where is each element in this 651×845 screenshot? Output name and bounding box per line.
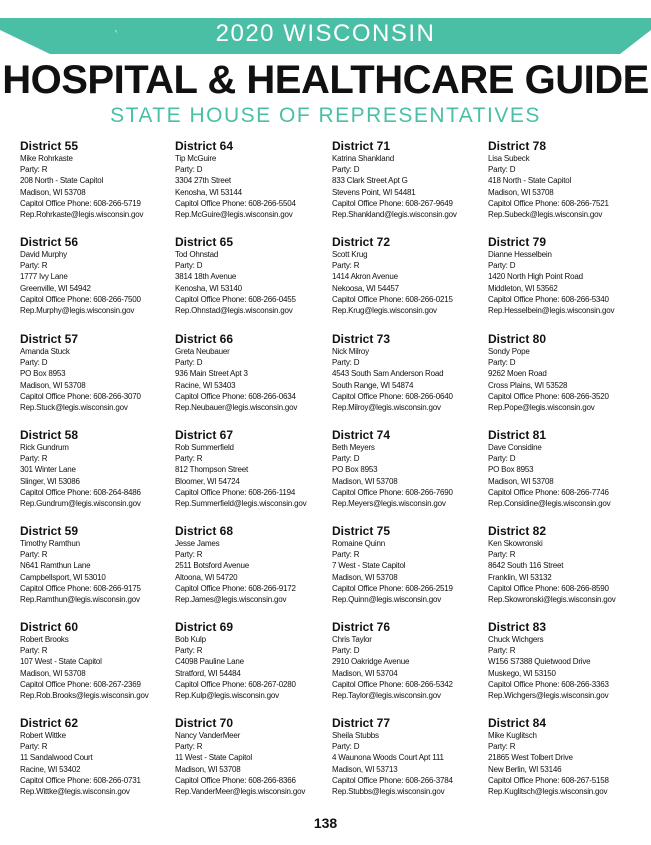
office-phone: Capitol Office Phone: 608-264-8486 — [20, 487, 141, 497]
office-phone: Capitol Office Phone: 608-266-3520 — [488, 391, 609, 401]
rep-name: Ken Skowronski — [488, 539, 543, 548]
district-heading: District 80 — [488, 332, 547, 346]
district-heading: District 68 — [175, 524, 234, 538]
banner-text: 2020 WISCONSIN — [215, 20, 436, 47]
email[interactable]: Rep.Shankland@legis.wisconsin.gov — [332, 210, 457, 220]
district-entry — [332, 139, 482, 220]
email[interactable]: Rep.Wittke@legis.wisconsin.gov — [20, 787, 130, 797]
office-phone: Capitol Office Phone: 608-267-2369 — [20, 679, 141, 689]
office-phone: Capitol Office Phone: 608-266-2519 — [332, 583, 453, 593]
rep-name: Jesse James — [175, 539, 220, 548]
party: Party: R — [20, 742, 48, 752]
city-state-zip: Madison, WI 53708 — [20, 380, 86, 390]
district-entry — [488, 620, 638, 701]
email[interactable]: Rep.James@legis.wisconsin.gov — [175, 595, 287, 605]
district-entry — [332, 235, 482, 316]
street-address: 11 Sandalwood Court — [20, 753, 93, 763]
city-state-zip: Madison, WI 53704 — [332, 668, 398, 678]
city-state-zip: Madison, WI 53708 — [488, 476, 554, 486]
street-address: 8642 South 116 Street — [488, 561, 564, 571]
city-state-zip: Altoona, WI 54720 — [175, 572, 238, 582]
street-address: N641 Ramthun Lane — [20, 561, 91, 571]
party: Party: R — [20, 261, 48, 271]
district-entry — [20, 332, 170, 413]
email[interactable]: Rep.Rohrkaste@legis.wisconsin.gov — [20, 210, 144, 220]
district-heading: District 59 — [20, 524, 79, 538]
page-title: HOSPITAL & HEALTHCARE GUIDE — [2, 58, 649, 102]
city-state-zip: Nekoosa, WI 54457 — [332, 283, 399, 293]
party: Party: D — [20, 358, 48, 368]
city-state-zip: Campbellsport, WI 53010 — [20, 572, 106, 582]
district-heading: District 81 — [488, 428, 547, 442]
street-address: 1777 Ivy Lane — [20, 272, 68, 282]
street-address: PO Box 8953 — [332, 465, 378, 475]
city-state-zip: Stevens Point, WI 54481 — [332, 187, 416, 197]
rep-name: Rick Gundrum — [20, 443, 69, 452]
rep-name: Romaine Quinn — [332, 539, 385, 548]
rep-name: Nick Milroy — [332, 347, 369, 356]
street-address: 2511 Botsford Avenue — [175, 561, 249, 571]
party: Party: D — [488, 165, 516, 175]
office-phone: Capitol Office Phone: 608-266-3070 — [20, 391, 141, 401]
city-state-zip: Stratford, WI 54484 — [175, 668, 241, 678]
party: Party: D — [175, 358, 203, 368]
city-state-zip: Madison, WI 53708 — [20, 187, 86, 197]
header-banner — [0, 0, 651, 54]
rep-name: Timothy Ramthun — [20, 539, 80, 548]
district-heading: District 75 — [332, 524, 391, 538]
rep-name: Katrina Shankland — [332, 154, 394, 163]
district-heading: District 77 — [332, 716, 391, 730]
district-entry — [488, 332, 638, 413]
party: Party: D — [488, 454, 516, 464]
office-phone: Capitol Office Phone: 608-266-3363 — [488, 679, 609, 689]
street-address: 1420 North High Point Road — [488, 272, 583, 282]
rep-name: Mike Rohrkaste — [20, 154, 73, 163]
street-address: 11 West - State Capitol — [175, 753, 252, 763]
email[interactable]: Rep.Kulp@legis.wisconsin.gov — [175, 691, 279, 701]
email[interactable]: Rep.Ramthun@legis.wisconsin.gov — [20, 595, 140, 605]
street-address: 301 Winter Lane — [20, 465, 76, 475]
email[interactable]: Rep.Wichgers@legis.wisconsin.gov — [488, 691, 609, 701]
email[interactable]: Rep.Gundrum@legis.wisconsin.gov — [20, 499, 141, 509]
page-number: 138 — [313, 815, 338, 831]
email[interactable]: Rep.Taylor@legis.wisconsin.gov — [332, 691, 441, 701]
district-entry — [175, 235, 325, 316]
district-heading: District 76 — [332, 620, 391, 634]
page-subtitle: STATE HOUSE OF REPRESENTATIVES — [110, 104, 541, 127]
street-address: 4 Waunona Woods Court Apt 111 — [332, 753, 444, 763]
email[interactable]: Rep.Subeck@legis.wisconsin.gov — [488, 210, 603, 220]
office-phone: Capitol Office Phone: 608-266-7500 — [20, 294, 141, 304]
rep-name: Nancy VanderMeer — [175, 731, 241, 740]
district-heading: District 67 — [175, 428, 234, 442]
party: Party: R — [20, 165, 48, 175]
street-address: 1414 Akron Avenue — [332, 272, 398, 282]
email[interactable]: Rep.Considine@legis.wisconsin.gov — [488, 499, 611, 509]
party: Party: R — [20, 646, 48, 656]
street-address: W156 S7388 Quietwood Drive — [488, 657, 591, 667]
office-phone: Capitol Office Phone: 608-267-9649 — [332, 198, 453, 208]
office-phone: Capitol Office Phone: 608-266-0731 — [20, 775, 141, 785]
rep-name: Chuck Wichgers — [488, 635, 544, 644]
email[interactable]: Rep.Hesselbein@legis.wisconsin.gov — [488, 306, 615, 316]
district-entry — [20, 428, 170, 509]
email[interactable]: Rep.Krug@legis.wisconsin.gov — [332, 306, 437, 316]
district-heading: District 60 — [20, 620, 79, 634]
rep-name: Dianne Hesselbein — [488, 250, 552, 259]
office-phone: Capitol Office Phone: 608-266-8366 — [175, 775, 296, 785]
email[interactable]: Rep.Summerfield@legis.wisconsin.gov — [175, 499, 307, 509]
email[interactable]: Rep.Stuck@legis.wisconsin.gov — [20, 403, 128, 413]
city-state-zip: Racine, WI 53403 — [175, 380, 236, 390]
rep-name: Sheila Stubbs — [332, 731, 379, 740]
city-state-zip: Kenosha, WI 53144 — [175, 187, 242, 197]
party: Party: D — [488, 358, 516, 368]
district-entry — [332, 524, 482, 605]
district-entry — [175, 428, 325, 509]
district-heading: District 56 — [20, 235, 79, 249]
district-entry — [20, 139, 170, 220]
rep-name: Robert Wittke — [20, 731, 66, 740]
city-state-zip: Bloomer, WI 54724 — [175, 476, 240, 486]
district-heading: District 82 — [488, 524, 547, 538]
district-heading: District 62 — [20, 716, 79, 730]
city-state-zip: Madison, WI 53708 — [175, 764, 241, 774]
email[interactable]: Rep.Stubbs@legis.wisconsin.gov — [332, 787, 445, 797]
district-heading: District 55 — [20, 139, 79, 153]
district-entry — [332, 428, 482, 509]
city-state-zip: Muskego, WI 53150 — [488, 668, 556, 678]
representatives-grid — [20, 139, 640, 809]
city-state-zip: Slinger, WI 53086 — [20, 476, 80, 486]
email[interactable]: Rep.Milroy@legis.wisconsin.gov — [332, 403, 441, 413]
street-address: 3304 27th Street — [175, 176, 231, 186]
city-state-zip: Madison, WI 53708 — [488, 187, 554, 197]
party: Party: R — [175, 550, 203, 560]
party: Party: R — [332, 550, 360, 560]
party: Party: R — [488, 550, 516, 560]
email[interactable]: Rep.Neubauer@legis.wisconsin.gov — [175, 403, 298, 413]
rep-name: Dave Considine — [488, 443, 542, 452]
district-heading: District 58 — [20, 428, 79, 442]
email[interactable]: Rep.Quinn@legis.wisconsin.gov — [332, 595, 442, 605]
party: Party: R — [175, 454, 203, 464]
office-phone: Capitol Office Phone: 608-267-5158 — [488, 775, 609, 785]
street-address: PO Box 8953 — [20, 369, 66, 379]
district-heading: District 79 — [488, 235, 547, 249]
district-entry — [488, 428, 638, 509]
party: Party: D — [175, 261, 203, 271]
party: Party: R — [175, 646, 203, 656]
office-phone: Capitol Office Phone: 608-266-5504 — [175, 198, 296, 208]
office-phone: Capitol Office Phone: 608-266-0215 — [332, 294, 453, 304]
office-phone: Capitol Office Phone: 608-266-7746 — [488, 487, 609, 497]
email[interactable]: Rep.VanderMeer@legis.wisconsin.gov — [175, 787, 306, 797]
district-entry — [175, 716, 325, 797]
office-phone: Capitol Office Phone: 608-266-0634 — [175, 391, 296, 401]
street-address: 208 North - State Capitol — [20, 176, 104, 186]
office-phone: Capitol Office Phone: 608-266-5342 — [332, 679, 453, 689]
office-phone: Capitol Office Phone: 608-266-9175 — [20, 583, 141, 593]
party: Party: D — [175, 165, 203, 175]
city-state-zip: Greenville, WI 54942 — [20, 283, 91, 293]
party: Party: D — [332, 454, 360, 464]
rep-name: Tod Ohnstad — [175, 250, 219, 259]
district-entry — [175, 524, 325, 605]
district-entry — [488, 716, 638, 797]
city-state-zip: New Berlin, WI 53146 — [488, 764, 562, 774]
city-state-zip: Madison, WI 53708 — [332, 572, 398, 582]
street-address: 3814 18th Avenue — [175, 272, 237, 282]
district-entry — [20, 716, 170, 797]
rep-name: Bob Kulp — [175, 635, 206, 644]
district-heading: District 65 — [175, 235, 234, 249]
email[interactable]: Rep.Meyers@legis.wisconsin.gov — [332, 499, 446, 509]
rep-name: Scott Krug — [332, 250, 368, 259]
rep-name: Chris Taylor — [332, 635, 372, 644]
street-address: C4098 Pauline Lane — [175, 657, 244, 667]
email[interactable]: Rep.Pope@legis.wisconsin.gov — [488, 403, 595, 413]
office-phone: Capitol Office Phone: 608-266-7521 — [488, 198, 609, 208]
party: Party: R — [332, 261, 360, 271]
district-entry — [488, 524, 638, 605]
district-heading: District 66 — [175, 332, 234, 346]
office-phone: Capitol Office Phone: 608-266-1194 — [175, 487, 296, 497]
rep-name: Lisa Subeck — [488, 154, 530, 163]
city-state-zip: Cross Plains, WI 53528 — [488, 380, 568, 390]
district-entry — [20, 235, 170, 316]
district-entry — [175, 139, 325, 220]
street-address: PO Box 8953 — [488, 465, 534, 475]
street-address: 107 West - State Capitol — [20, 657, 102, 667]
rep-name: Sondy Pope — [488, 347, 530, 356]
district-heading: District 74 — [332, 428, 391, 442]
office-phone: Capitol Office Phone: 608-267-0280 — [175, 679, 296, 689]
district-heading: District 71 — [332, 139, 391, 153]
street-address: 9262 Moen Road — [488, 369, 547, 379]
city-state-zip: Madison, WI 53713 — [332, 764, 398, 774]
city-state-zip: Franklin, WI 53132 — [488, 572, 552, 582]
email[interactable]: Rep.Kuglitsch@legis.wisconsin.gov — [488, 787, 608, 797]
party: Party: D — [488, 261, 516, 271]
office-phone: Capitol Office Phone: 608-266-5340 — [488, 294, 609, 304]
district-heading: District 78 — [488, 139, 547, 153]
rep-name: Amanda Stuck — [20, 347, 70, 356]
district-heading: District 72 — [332, 235, 391, 249]
district-entry — [20, 620, 170, 701]
district-heading: District 83 — [488, 620, 547, 634]
party: Party: D — [332, 646, 360, 656]
district-heading: District 57 — [20, 332, 79, 346]
district-entry — [488, 235, 638, 316]
office-phone: Capitol Office Phone: 608-266-8590 — [488, 583, 609, 593]
rep-name: Tip McGuire — [175, 154, 217, 163]
city-state-zip: South Range, WI 54874 — [332, 380, 414, 390]
email[interactable]: Rep.Rob.Brooks@legis.wisconsin.gov — [20, 691, 149, 701]
street-address: 418 North - State Capitol — [488, 176, 572, 186]
district-heading: District 70 — [175, 716, 234, 730]
district-heading: District 64 — [175, 139, 234, 153]
rep-name: Greta Neubauer — [175, 347, 230, 356]
party: Party: R — [488, 646, 516, 656]
street-address: 833 Clark Street Apt G — [332, 176, 408, 186]
email[interactable]: Rep.McGuire@legis.wisconsin.gov — [175, 210, 293, 220]
party: Party: R — [20, 454, 48, 464]
rep-name: Beth Meyers — [332, 443, 375, 452]
city-state-zip: Kenosha, WI 53140 — [175, 283, 242, 293]
street-address: 21865 West Tolbert Drive — [488, 753, 573, 763]
street-address: 4543 South Sam Anderson Road — [332, 369, 444, 379]
city-state-zip: Madison, WI 53708 — [20, 668, 86, 678]
office-phone: Capitol Office Phone: 608-266-3784 — [332, 775, 453, 785]
street-address: 7 West - State Capitol — [332, 561, 406, 571]
district-entry — [175, 332, 325, 413]
email[interactable]: Rep.Murphy@legis.wisconsin.gov — [20, 306, 135, 316]
email[interactable]: Rep.Skowronski@legis.wisconsin.gov — [488, 595, 616, 605]
district-entry — [488, 139, 638, 220]
district-entry — [332, 332, 482, 413]
district-entry — [332, 620, 482, 701]
party: Party: R — [175, 742, 203, 752]
district-entry — [332, 716, 482, 797]
email[interactable]: Rep.Ohnstad@legis.wisconsin.gov — [175, 306, 293, 316]
party: Party: D — [332, 742, 360, 752]
party: Party: D — [332, 165, 360, 175]
office-phone: Capitol Office Phone: 608-266-0455 — [175, 294, 296, 304]
rep-name: Mike Kuglitsch — [488, 731, 537, 740]
street-address: 2910 Oakridge Avenue — [332, 657, 410, 667]
office-phone: Capitol Office Phone: 608-266-9172 — [175, 583, 296, 593]
city-state-zip: Madison, WI 53708 — [332, 476, 398, 486]
office-phone: Capitol Office Phone: 608-266-5719 — [20, 198, 141, 208]
district-heading: District 84 — [488, 716, 547, 730]
rep-name: Robert Brooks — [20, 635, 69, 644]
office-phone: Capitol Office Phone: 608-266-0640 — [332, 391, 453, 401]
office-phone: Capitol Office Phone: 608-266-7690 — [332, 487, 453, 497]
rep-name: David Murphy — [20, 250, 67, 259]
city-state-zip: Middleton, WI 53562 — [488, 283, 558, 293]
district-heading: District 73 — [332, 332, 391, 346]
district-heading: District 69 — [175, 620, 234, 634]
city-state-zip: Racine, WI 53402 — [20, 764, 81, 774]
party: Party: R — [488, 742, 516, 752]
district-entry — [175, 620, 325, 701]
district-entry — [20, 524, 170, 605]
street-address: 812 Thompson Street — [175, 465, 248, 475]
street-address: 936 Main Street Apt 3 — [175, 369, 248, 379]
party: Party: R — [20, 550, 48, 560]
rep-name: Rob Summerfield — [175, 443, 234, 452]
party: Party: D — [332, 358, 360, 368]
